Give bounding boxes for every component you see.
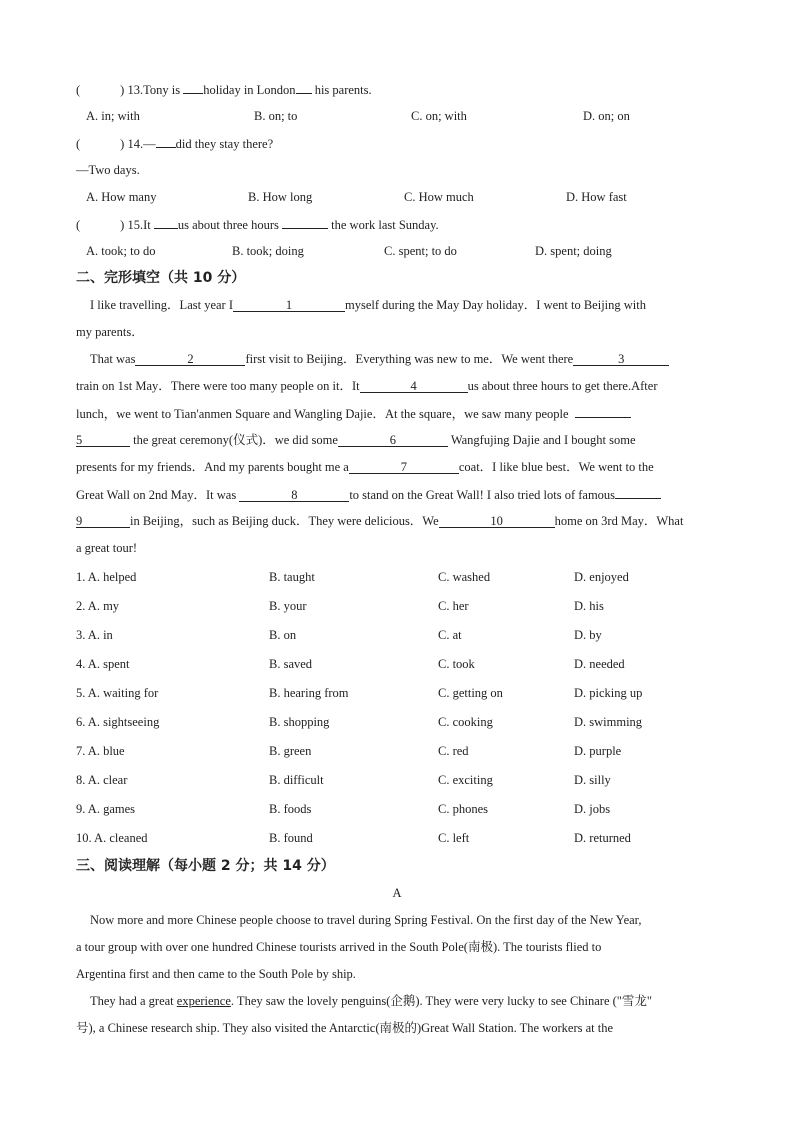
- cloze-option-3-c[interactable]: C. at: [438, 628, 462, 642]
- answer-paren[interactable]: ( ): [76, 218, 125, 232]
- underlined-word: experience: [176, 994, 231, 1008]
- blank[interactable]: [156, 134, 176, 148]
- cloze-line: presents for my friends．And my parents bought me a 7 coat．I like blue best．We went to the: [76, 460, 654, 474]
- cloze-option-9-c[interactable]: C. phones: [438, 802, 488, 816]
- cloze-option-9-d[interactable]: D. jobs: [574, 802, 611, 816]
- cloze-option-2-c[interactable]: C. her: [438, 599, 469, 613]
- cloze-line: That was 2 first visit to Beijing．Everything was new to me．We went there 3: [90, 350, 734, 368]
- cloze-option-6-b[interactable]: B. shopping: [269, 715, 330, 729]
- cloze-option-3-d[interactable]: D. by: [574, 628, 602, 642]
- cloze-blank-1[interactable]: 1: [233, 298, 345, 312]
- cloze-option-8-d[interactable]: D. silly: [574, 773, 611, 787]
- section-heading-cloze: 二、完形填空（共 10 分）: [76, 270, 246, 286]
- cloze-option-5-c[interactable]: C. getting on: [438, 686, 503, 700]
- blank[interactable]: [296, 80, 312, 94]
- blank[interactable]: [154, 215, 178, 229]
- reading-line: Argentina first and then came to the South Pole by ship.: [76, 967, 356, 981]
- cloze-option-1-c[interactable]: C. washed: [438, 570, 491, 584]
- cloze-blank-3[interactable]: 3: [573, 352, 669, 366]
- option-c[interactable]: C. on; with: [411, 109, 467, 123]
- cloze-option-1-d[interactable]: D. enjoyed: [574, 570, 629, 584]
- option-b[interactable]: B. on; to: [254, 109, 298, 123]
- cloze-line: I like travelling．Last year I 1 myself during the May Day holiday．I went to Beijing with: [90, 298, 646, 312]
- cloze-line: a great tour!: [76, 541, 138, 555]
- option-a[interactable]: A. How many: [86, 190, 157, 204]
- cloze-line: lunch，we went to Tian'anmen Square and Wangling Dajie．At the square，we saw many people: [76, 404, 720, 423]
- reading-line: Now more and more Chinese people choose to travel during Spring Festival. On the first day of the New Year,: [90, 913, 642, 927]
- cloze-option-3-b[interactable]: B. on: [269, 628, 297, 642]
- reading-line: 号), a Chinese research ship. They also visited the Antarctic(南极的)Great Wall Station. The workers at the: [76, 1021, 614, 1035]
- cloze-blank-8[interactable]: 8: [239, 488, 349, 502]
- option-c[interactable]: C. How much: [404, 190, 474, 204]
- cloze-option-6-c[interactable]: C. cooking: [438, 715, 493, 729]
- reading-line: They had a great experience. They saw the lovely penguins(企鹅). They were very lucky to see Chinare ("雪龙": [90, 994, 653, 1008]
- cloze-option-6-a[interactable]: 6. A. sightseeing: [76, 715, 160, 729]
- passage-label: A: [392, 886, 402, 900]
- cloze-blank-9[interactable]: 9: [76, 514, 130, 528]
- option-b[interactable]: B. How long: [248, 190, 313, 204]
- cloze-line: Great Wall on 2nd May．It was 8 to stand on the Great Wall! I also tried lots of famous: [76, 485, 720, 504]
- cloze-option-9-a[interactable]: 9. A. games: [76, 802, 136, 816]
- cloze-line: train on 1st May．There were too many people on it．It 4 us about three hours to get there.After: [76, 379, 658, 393]
- cloze-option-7-c[interactable]: C. red: [438, 744, 469, 758]
- cloze-option-5-a[interactable]: 5. A. waiting for: [76, 686, 159, 700]
- cloze-option-1-b[interactable]: B. taught: [269, 570, 315, 584]
- cloze-option-7-d[interactable]: D. purple: [574, 744, 622, 758]
- cloze-option-4-a[interactable]: 4. A. spent: [76, 657, 130, 671]
- cloze-option-10-a[interactable]: 10. A. cleaned: [76, 831, 148, 845]
- cloze-option-1-a[interactable]: 1. A. helped: [76, 570, 137, 584]
- cloze-option-2-b[interactable]: B. your: [269, 599, 307, 613]
- cloze-blank-4[interactable]: 4: [360, 379, 468, 393]
- option-c[interactable]: C. spent; to do: [384, 244, 457, 258]
- option-a[interactable]: A. in; with: [86, 109, 140, 123]
- section-heading-reading: 三、阅读理解（每小题 2 分；共 14 分）: [76, 858, 335, 874]
- answer-paren[interactable]: ( ): [76, 137, 125, 151]
- cloze-option-2-d[interactable]: D. his: [574, 599, 604, 613]
- cloze-option-4-c[interactable]: C. took: [438, 657, 475, 671]
- cloze-option-7-a[interactable]: 7. A. blue: [76, 744, 125, 758]
- cloze-option-10-b[interactable]: B. found: [269, 831, 313, 845]
- cloze-option-10-d[interactable]: D. returned: [574, 831, 631, 845]
- option-d[interactable]: D. spent; doing: [535, 244, 612, 258]
- question-number: 13.: [127, 83, 144, 97]
- cloze-blank-10[interactable]: 10: [439, 514, 555, 528]
- cloze-option-4-b[interactable]: B. saved: [269, 657, 313, 671]
- option-d[interactable]: D. on; on: [583, 109, 630, 123]
- reading-line: a tour group with over one hundred Chinese tourists arrived in the South Pole(南极). The tourists flied to: [76, 940, 602, 954]
- cloze-option-2-a[interactable]: 2. A. my: [76, 599, 120, 613]
- cloze-option-8-b[interactable]: B. difficult: [269, 773, 324, 787]
- blank[interactable]: [183, 80, 203, 94]
- question-14: ( ) 14.— did they stay there?: [76, 134, 720, 153]
- cloze-option-5-d[interactable]: D. picking up: [574, 686, 643, 700]
- cloze-blank-5[interactable]: 5: [76, 433, 130, 447]
- reply-line: —Two days.: [76, 163, 140, 177]
- question-15: ( ) 15.It us about three hours the work last Sunday.: [76, 215, 720, 234]
- cloze-blank-6[interactable]: 6: [338, 433, 448, 447]
- question-13: ( ) 13.Tony is holiday in London his parents.: [76, 80, 720, 99]
- cloze-option-5-b[interactable]: B. hearing from: [269, 686, 349, 700]
- option-d[interactable]: D. How fast: [566, 190, 627, 204]
- option-a[interactable]: A. took; to do: [86, 244, 156, 258]
- cloze-option-4-d[interactable]: D. needed: [574, 657, 625, 671]
- blank[interactable]: [282, 215, 328, 229]
- question-number: 14.—: [127, 137, 156, 151]
- question-number: 15.It: [127, 218, 151, 232]
- option-b[interactable]: B. took; doing: [232, 244, 304, 258]
- cloze-option-6-d[interactable]: D. swimming: [574, 715, 643, 729]
- cloze-blank-2[interactable]: 2: [135, 352, 245, 366]
- cloze-option-8-a[interactable]: 8. A. clear: [76, 773, 128, 787]
- cloze-option-8-c[interactable]: C. exciting: [438, 773, 493, 787]
- answer-paren[interactable]: ( ): [76, 83, 125, 97]
- cloze-blank-5-start[interactable]: [575, 404, 631, 418]
- cloze-option-7-b[interactable]: B. green: [269, 744, 312, 758]
- cloze-blank-9-start[interactable]: [615, 485, 661, 499]
- cloze-line: my parents．: [76, 325, 144, 339]
- cloze-line: 9 in Beijing，such as Beijing duck．They were delicious．We 10 home on 3rd May．What: [76, 514, 684, 528]
- cloze-option-10-c[interactable]: C. left: [438, 831, 470, 845]
- cloze-option-3-a[interactable]: 3. A. in: [76, 628, 113, 642]
- cloze-blank-7[interactable]: 7: [349, 460, 459, 474]
- cloze-option-9-b[interactable]: B. foods: [269, 802, 312, 816]
- cloze-line: 5 the great ceremony(仪式)．we did some 6 Wangfujing Dajie and I bought some: [76, 433, 636, 447]
